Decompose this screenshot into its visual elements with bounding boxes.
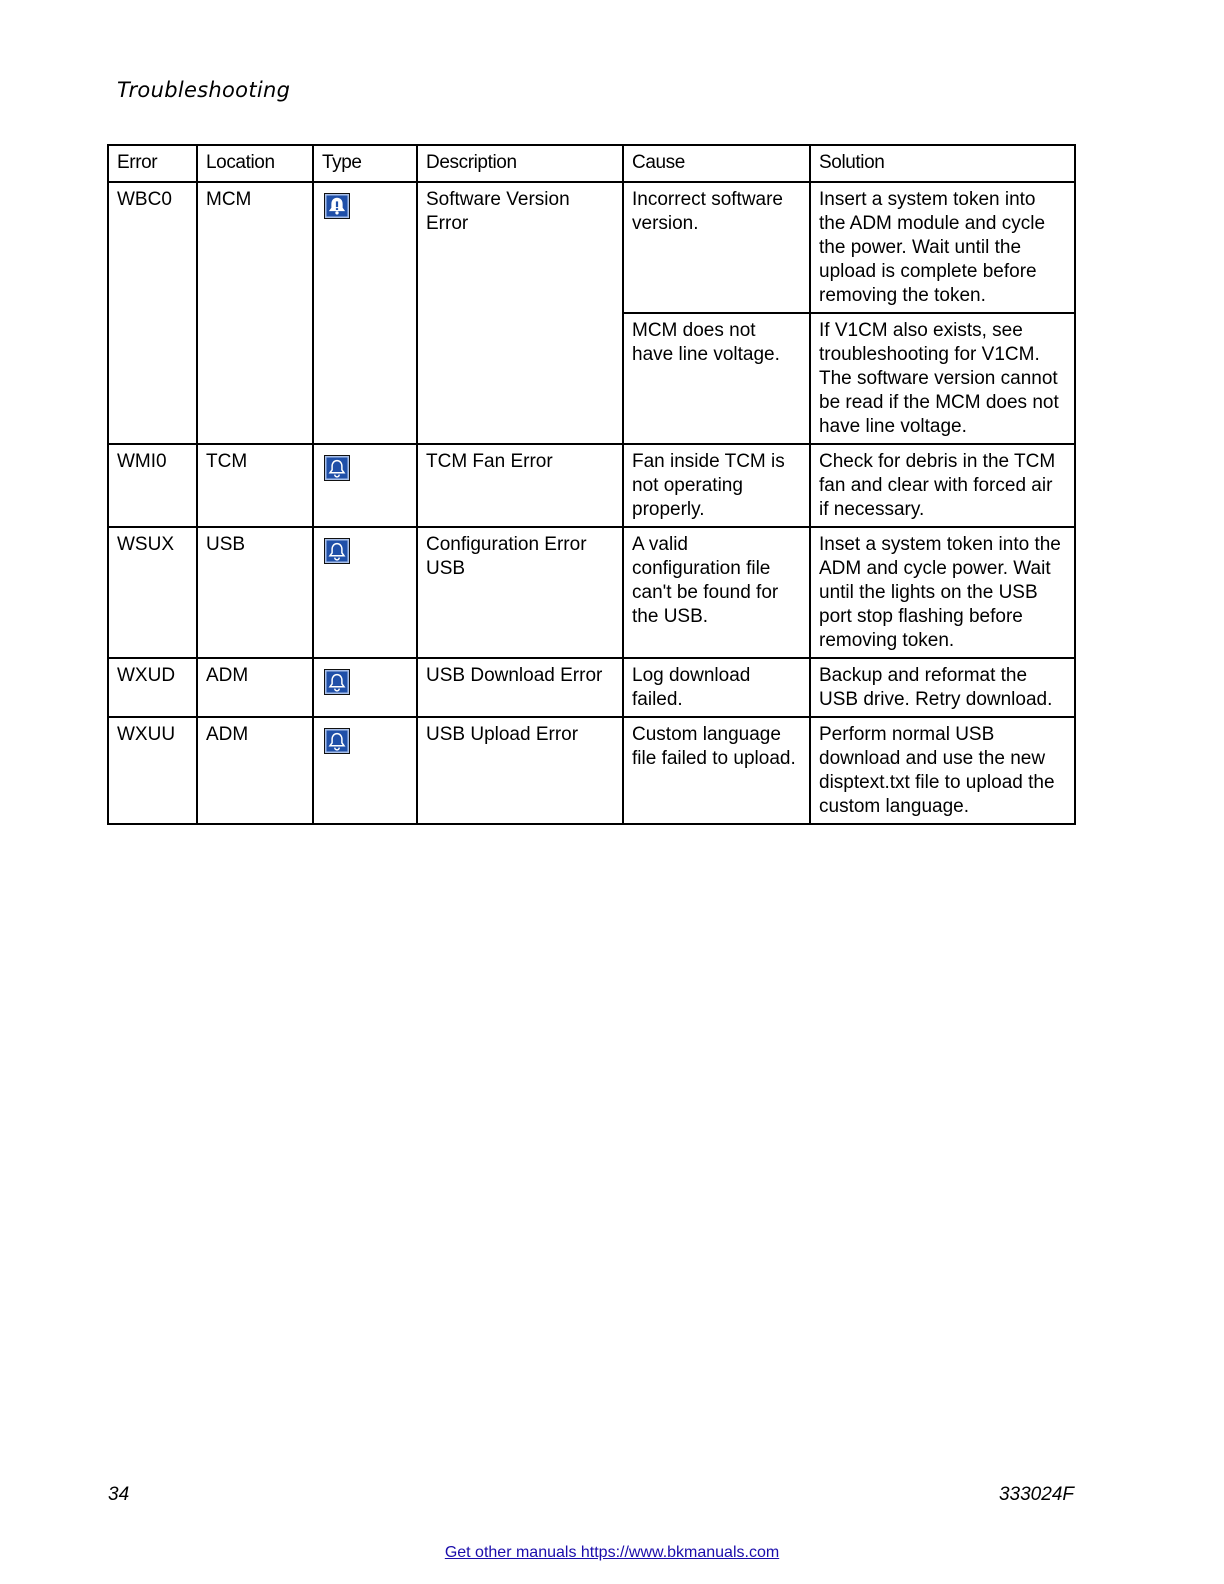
error-code: WXUD <box>108 658 197 717</box>
page-number: 34 <box>108 1484 130 1505</box>
table-row <box>108 182 1075 313</box>
table-row <box>108 527 1075 658</box>
column-header-location: Location <box>197 145 313 182</box>
alarm-bell-icon <box>324 193 350 219</box>
cause: Fan inside TCM is not operating properly. <box>623 444 810 527</box>
cause: Log download failed. <box>623 658 810 717</box>
location: ADM <box>197 658 313 717</box>
type-cell <box>313 658 417 717</box>
table-header-row <box>108 145 1075 182</box>
table-row <box>108 717 1075 824</box>
advisory-bell-icon <box>324 455 350 481</box>
advisory-bell-icon <box>324 669 350 695</box>
cause: MCM does not have line voltage. <box>623 313 810 444</box>
location: ADM <box>197 717 313 824</box>
error-table <box>107 144 1076 825</box>
cause: Custom language file failed to upload. <box>623 717 810 824</box>
type-cell <box>313 527 417 658</box>
advisory-bell-icon <box>324 538 350 564</box>
error-code: WBC0 <box>108 182 197 444</box>
column-header-solution: Solution <box>810 145 1075 182</box>
type-cell <box>313 717 417 824</box>
column-header-type: Type <box>313 145 417 182</box>
table-row <box>108 658 1075 717</box>
cause: A valid configuration file can't be found for the USB. <box>623 527 810 658</box>
solution: Inset a system token into the ADM and cycle power. Wait until the lights on the USB port stop flashing before removing token. <box>810 527 1075 658</box>
column-header-cause: Cause <box>623 145 810 182</box>
type-cell <box>313 182 417 444</box>
description: USB Upload Error <box>417 717 623 824</box>
error-code: WMI0 <box>108 444 197 527</box>
error-code: WXUU <box>108 717 197 824</box>
error-code: WSUX <box>108 527 197 658</box>
description: USB Download Error <box>417 658 623 717</box>
solution: Check for debris in the TCM fan and clear with forced air if necessary. <box>810 444 1075 527</box>
solution: Perform normal USB download and use the new disptext.txt file to upload the custom language. <box>810 717 1075 824</box>
manuals-link[interactable]: Get other manuals https://www.bkmanuals.com <box>444 1544 780 1561</box>
document-number: 333024F <box>998 1484 1074 1505</box>
solution: If V1CM also exists, see troubleshooting for V1CM. The software version cannot be read if the MCM does not have line voltage. <box>810 313 1075 444</box>
solution: Backup and reformat the USB drive. Retry download. <box>810 658 1075 717</box>
description: Software Version Error <box>417 182 623 444</box>
type-cell <box>313 444 417 527</box>
description: Configuration Error USB <box>417 527 623 658</box>
location: USB <box>197 527 313 658</box>
solution: Insert a system token into the ADM module and cycle the power. Wait until the upload is complete before removing the token. <box>810 182 1075 313</box>
cause: Incorrect software version. <box>623 182 810 313</box>
column-header-error: Error <box>108 145 197 182</box>
table-row <box>108 444 1075 527</box>
location: TCM <box>197 444 313 527</box>
advisory-bell-icon <box>324 728 350 754</box>
column-header-description: Description <box>417 145 623 182</box>
section-title: Troubleshooting <box>117 78 291 102</box>
location: MCM <box>197 182 313 444</box>
description: TCM Fan Error <box>417 444 623 527</box>
